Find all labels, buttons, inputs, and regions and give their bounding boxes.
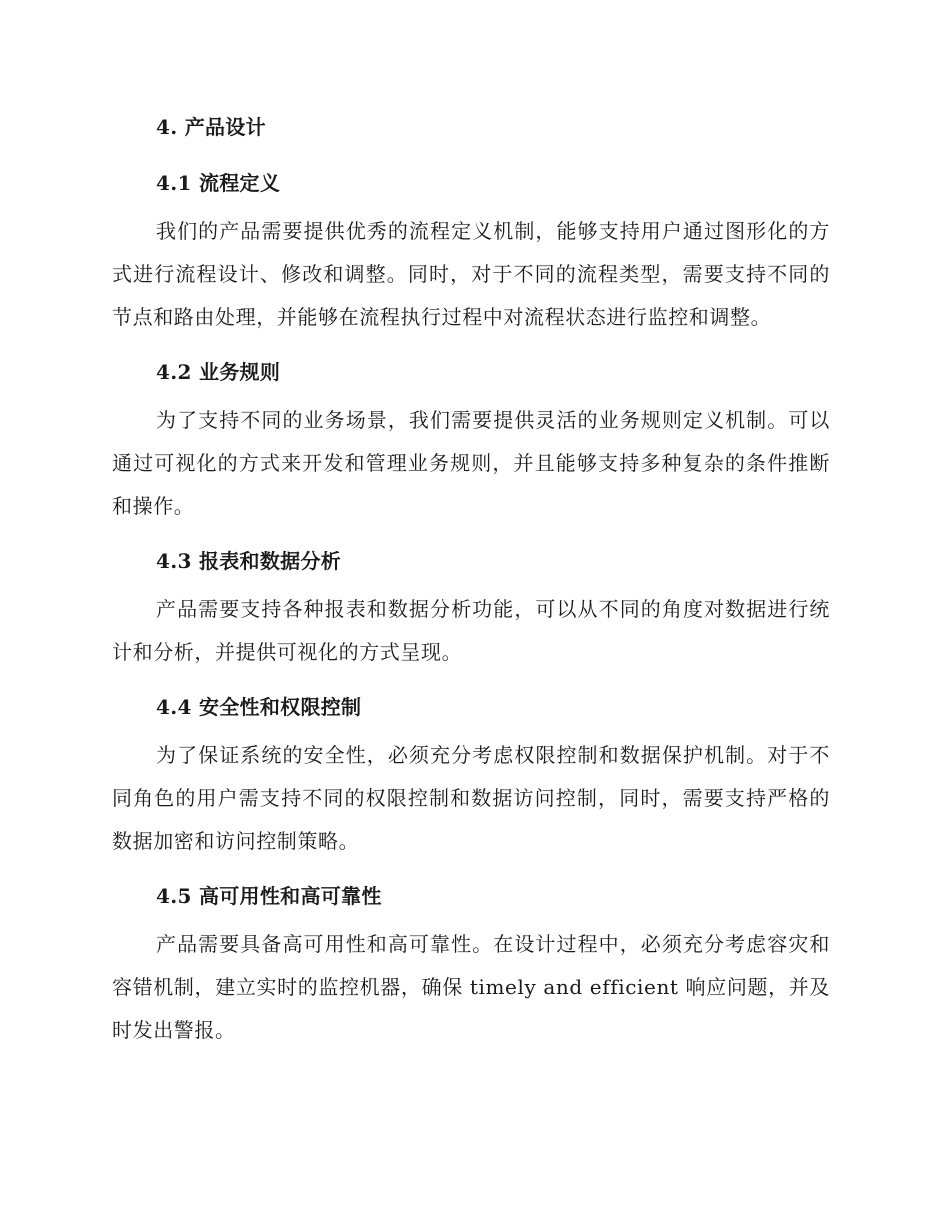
subsection-paragraph: 我们的产品需要提供优秀的流程定义机制，能够支持用户通过图形化的方式进行流程设计、修改和调整。同时，对于不同的流程类型，需要支持不同的节点和路由处理，并能够在流程执行过程中对流程状态进行监控和调整。 <box>112 219 830 329</box>
subsection-title: 4.2 业务规则 <box>156 360 281 384</box>
subsection-reports-analytics <box>112 546 830 692</box>
subsection-title: 4.5 高可用性和高可靠性 <box>156 884 382 908</box>
subsection-flow-definition <box>112 168 830 357</box>
subsection-title: 4.3 报表和数据分析 <box>156 549 342 573</box>
subsection-paragraph: 为了保证系统的安全性，必须充分考虑权限控制和数据保护机制。对于不同角色的用户需支持不同的权限控制和数据访问控制，同时，需要支持严格的数据加密和访问控制策略。 <box>112 743 830 853</box>
subsection-title: 4.4 安全性和权限控制 <box>156 695 362 719</box>
subsection-business-rules <box>112 357 830 546</box>
subsection-security-permissions <box>112 692 830 881</box>
subsection-high-availability <box>112 881 830 1052</box>
subsection-title: 4.1 流程定义 <box>156 171 281 195</box>
subsection-paragraph: 产品需要具备高可用性和高可靠性。在设计过程中，必须充分考虑容灾和容错机制，建立实时的监控机器，确保 timely and efficient 响应问题，并及时发出警报。 <box>112 932 830 1042</box>
subsection-paragraph: 为了支持不同的业务场景，我们需要提供灵活的业务规则定义机制。可以通过可视化的方式来开发和管理业务规则，并且能够支持多种复杂的条件推断和操作。 <box>112 408 830 518</box>
subsection-paragraph: 产品需要支持各种报表和数据分析功能，可以从不同的角度对数据进行统计和分析，并提供可视化的方式呈现。 <box>112 597 830 664</box>
section-title: 4. 产品设计 <box>156 115 266 139</box>
